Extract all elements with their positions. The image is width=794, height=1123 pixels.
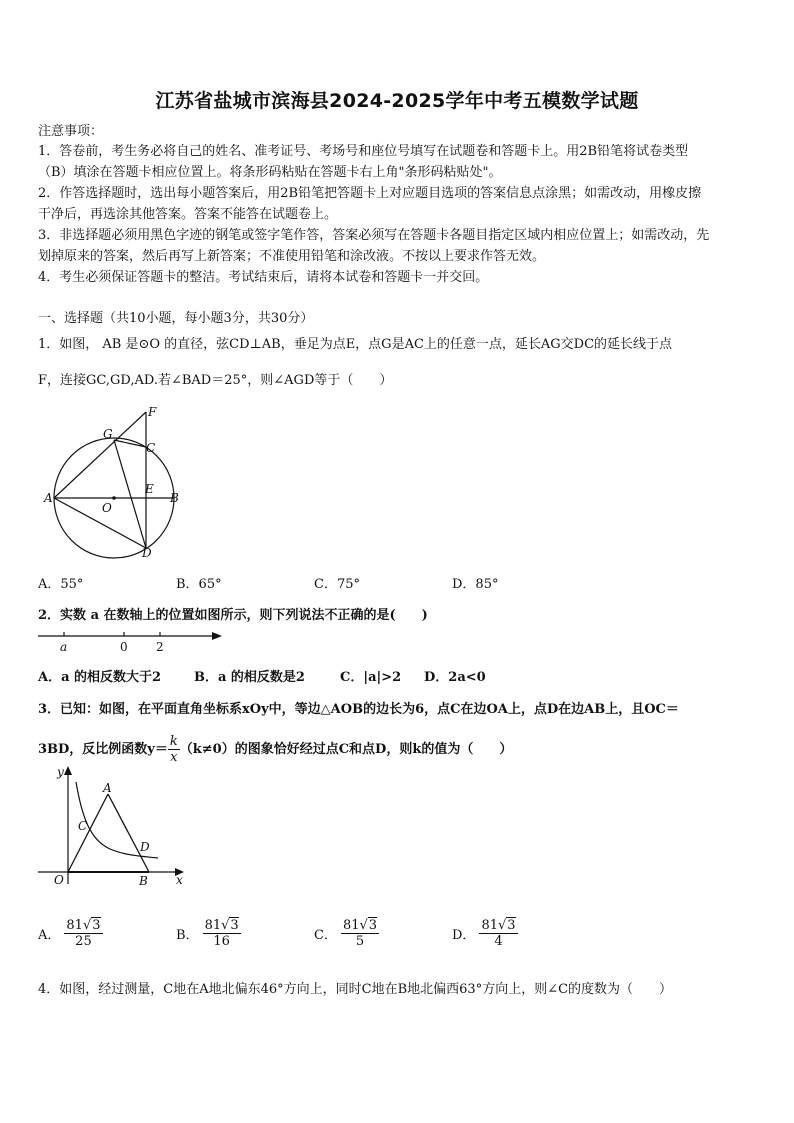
q3-stem-start: 3BD，反比例函数y＝ [38,742,168,757]
q4-stem: 4．如图，经过测量，C地在A地北偏东46°方向上，同时C地在B地北偏西63°方向上，则∠C的度数为（ ） [38,982,673,997]
q3-side-oa [68,794,108,872]
q1-line-ad [54,498,146,548]
q3-option-a-frac: $\frac{81√3}{25}$ [66,918,101,949]
q2-label-2: 2 [156,640,164,654]
q3-y-arrow [64,766,72,775]
q1-option-b[interactable]: B．65° [176,577,222,592]
q1-line-af [54,412,146,498]
q2-label-a: a [60,640,68,654]
q1-label-a: A [44,491,53,505]
q3-label-a: A [103,781,112,795]
q3-option-d-letter: D． [452,928,476,943]
q3-option-c-frac: $\frac{81√3}{5}$ [342,918,378,949]
q1-label-b: B [170,491,179,505]
q2-option-a[interactable]: A．a 的相反数大于2 [38,670,162,685]
page-title: 江苏省盐城市滨海县2024-2025学年中考五模数学试题 [155,90,639,112]
q3-option-c-letter: C． [314,928,337,943]
q3-options [38,918,738,964]
q3-option-d-num: 81 [481,918,498,933]
q3-option-c-num: 81 [342,918,360,933]
q3-label-y: y [57,765,64,779]
q3-option-d-frac: $\frac{81√3}{4}$ [481,918,516,949]
q3-option-b[interactable] [176,918,241,949]
q3-label-c: C [78,819,88,833]
q2-label-0: 0 [120,640,128,654]
q3-option-c-rad: 3 [368,918,378,933]
q2-option-c[interactable]: C．|a|>2 [340,670,402,685]
q1-label-c: C [146,441,156,455]
q3-option-a-den: 25 [75,934,92,949]
q1-label-f: F [148,405,157,419]
q3-stem-line-2 [38,734,512,765]
q1-option-a[interactable]: A．55° [38,577,84,592]
q3-option-c-den: 5 [355,934,365,949]
q3-option-a-letter: A． [38,928,61,943]
q3-option-a[interactable] [38,918,103,949]
q3-label-o: O [54,873,64,887]
q3-side-ab [108,794,149,872]
q1-line-gd [114,440,146,548]
note-1-line-2: （B）填涂在答题卡相应位置上。将条形码粘贴在答题卡右上角"条形码粘贴处"。 [38,165,502,180]
q3-frac-num: k [169,734,178,749]
q3-option-b-den: 16 [213,934,230,949]
q3-option-b-rad: 3 [230,918,239,933]
note-3-line-1: 3．非选择题必须用黑色字迹的钢笔或签字笔作答，答案必须写在答题卡各题目指定区域内相应位置上；如需改动，先 [38,228,710,243]
q3-option-b-frac: $\frac{81√3}{16}$ [204,918,239,949]
q2-option-d[interactable]: D．2a<0 [424,670,486,685]
note-4: 4．考生必须保证答题卡的整洁。考试结束后，请将本试卷和答题卡一并交回。 [38,270,489,285]
q2-stem: 2．实数 a 在数轴上的位置如图所示，则下列说法不正确的是( ) [38,608,428,623]
notes-heading: 注意事项： [38,124,104,139]
q3-option-b-letter: B． [176,928,199,943]
q3-option-d[interactable] [452,918,518,949]
q3-option-c[interactable] [314,918,379,949]
q1-option-d[interactable]: D．85° [452,577,499,592]
q3-option-d-rad: 3 [507,918,516,933]
q1-label-o: O [102,501,112,515]
q3-option-a-num: 81 [66,918,83,933]
q3-fraction [168,734,180,765]
q3-label-b: B [139,874,148,888]
q3-frac-den: x [170,750,178,765]
q3-coordinate-figure [38,762,198,892]
q3-label-d: D [140,840,150,854]
q3-label-x: x [176,873,183,887]
note-2-line-1: 2．作答选择题时，选出每小题答案后，用2B铅笔把答题卡上对应题目选项的答案信息点涂黑；如需改动，用橡皮擦 [38,186,702,201]
q1-label-d: D [142,546,152,560]
q3-option-b-num: 81 [204,918,222,933]
q3-option-d-den: 4 [494,934,503,949]
q1-label-e: E [145,482,154,496]
q1-line-gc [114,440,146,447]
q1-center-dot [112,496,116,500]
q2-option-b[interactable]: B．a 的相反数是2 [194,670,305,685]
note-1-line-1: 1．答卷前，考生务必将自己的姓名、准考证号、考场号和座位号填写在试题卷和答题卡上。用2B铅笔将试卷类型 [38,144,689,159]
q1-option-c[interactable]: C．75° [314,577,360,592]
q3-stem-end: （k≠0）的图象恰好经过点C和点D，则k的值为（ ） [179,742,513,757]
q1-stem-line-2: F，连接GC,GD,AD.若∠BAD＝25°，则∠AGD等于（ ） [38,373,393,388]
section-heading: 一、选择题（共10小题，每小题3分，共30分） [38,311,314,326]
note-3-line-2: 划掉原来的答案，然后再写上新答案；不准使用铅笔和涂改液。不按以上要求作答无效。 [38,249,546,264]
q1-stem-line-1: 1．如图， AB 是⊙O 的直径，弦CD⊥AB，垂足为点E，点G是AC上的任意一点，延长AG交DC的延长线于点 [38,337,673,352]
q3-stem-line-1: 3．已知：如图，在平面直角坐标系xOy中，等边△AOB的边长为6，点C在边OA上，点D在边AB上，且OC＝ [38,702,679,717]
q1-label-g: G [103,427,113,441]
q2-axis-arrow [212,632,222,640]
q1-circle-figure [38,400,188,560]
note-2-line-2: 干净后，再选涂其他答案。答案不能答在试题卷上。 [38,207,338,222]
q2-number-line [36,626,226,656]
q3-option-a-rad: 3 [92,918,101,933]
